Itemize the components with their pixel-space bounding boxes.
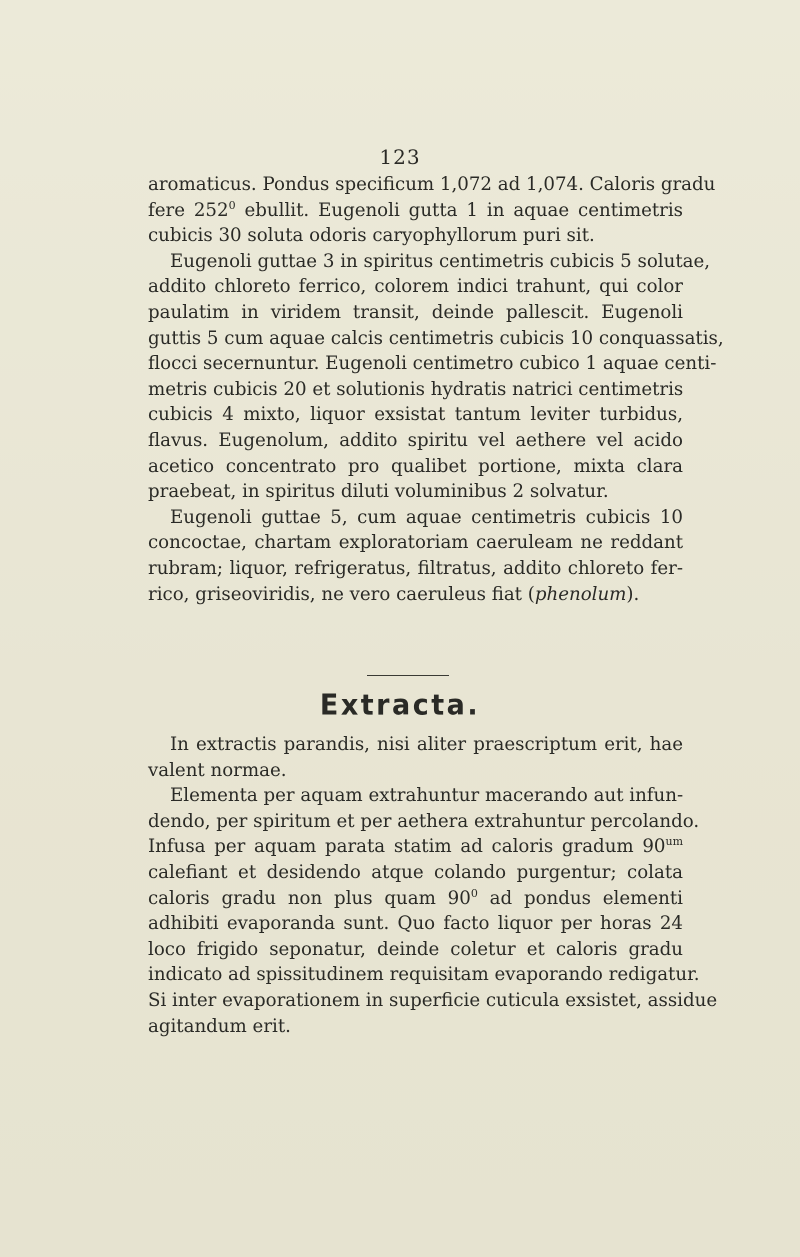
text-line: dendo, per spiritum et per aethera extrahuntur percolando.	[148, 810, 700, 832]
section-divider	[367, 675, 449, 676]
page-number: 123	[379, 145, 421, 169]
text-line: caloris gradu non plus quam $90^0$ ad pondus elementi	[148, 886, 683, 909]
text-line: paulatim in viridem transit, deinde pallescit. Eugenoli	[148, 301, 683, 323]
text-line: metris cubicis 20 et solutionis hydratis natrici centimetris	[148, 378, 684, 400]
text-line: cubicis 30 soluta odoris caryophyllorum puri sit.	[148, 225, 595, 247]
text-line: rubram; liquor, refrigeratus, filtratus, addito chloreto fer-	[148, 557, 683, 579]
text-line: concoctae, chartam exploratoriam caeruleam ne reddant	[148, 532, 683, 554]
text-line: aromaticus. Pondus specificum 1,072 ad 1,074. Caloris gradu	[148, 174, 716, 195]
text-line: Eugenoli guttae 5, cum aquae centimetris cubicis 10	[170, 506, 683, 528]
text-line: praebeat, in spiritus diluti voluminibus 2 solvatur.	[148, 481, 609, 503]
text-line: Eugenoli guttae 3 in spiritus centimetris cubicis 5 solutae,	[170, 250, 711, 272]
text-line: valent normae.	[148, 759, 287, 781]
text-line: loco frigido seponatur, deinde coletur et caloris gradu	[148, 938, 683, 960]
text-line: Elementa per aquam extrahuntur macerando aut infun-	[170, 785, 684, 807]
text-line: cubicis 4 mixto, liquor exsistat tantum leviter turbidus,	[148, 404, 683, 426]
text-line: Infusa per aquam parata statim ad caloris gradum $90^{um}$	[148, 835, 683, 858]
text-line: flocci secernuntur. Eugenoli centimetro cubico 1 aquae centi-	[148, 353, 717, 375]
text-line: acetico concentrato pro qualibet portione, mixta clara	[148, 455, 683, 477]
text-line: addito chloreto ferrico, colorem indici trahunt, qui color	[148, 276, 683, 298]
body-text-top	[148, 172, 724, 607]
text-line: flavus. Eugenolum, addito spiritu vel aethere vel acido	[148, 429, 683, 451]
text-line: adhibiti evaporanda sunt. Quo facto liquor per horas 24	[148, 913, 683, 935]
text-line: calefiant et desidendo atque colando purgentur; colata	[148, 861, 683, 883]
text-line: indicato ad spissitudinem requisitam evaporando redigatur.	[148, 964, 700, 986]
section-heading: Extracta.	[319, 689, 481, 722]
text-line: guttis 5 cum aquae calcis centimetris cubicis 10 conquassatis,	[148, 327, 724, 349]
text-line: fere $252^0$ ebullit. Eugenoli gutta 1 in aquae centimetris	[148, 198, 684, 221]
text-line: rico, griseoviridis, ne vero caeruleus fiat (phenolum).	[148, 583, 640, 605]
text-line: In extractis parandis, nisi aliter praescriptum erit, hae	[170, 734, 683, 755]
body-text-bottom	[148, 732, 718, 1039]
text-line: Si inter evaporationem in superficie cuticula exsistet, assidue	[148, 989, 718, 1011]
text-line: agitandum erit.	[148, 1015, 291, 1037]
